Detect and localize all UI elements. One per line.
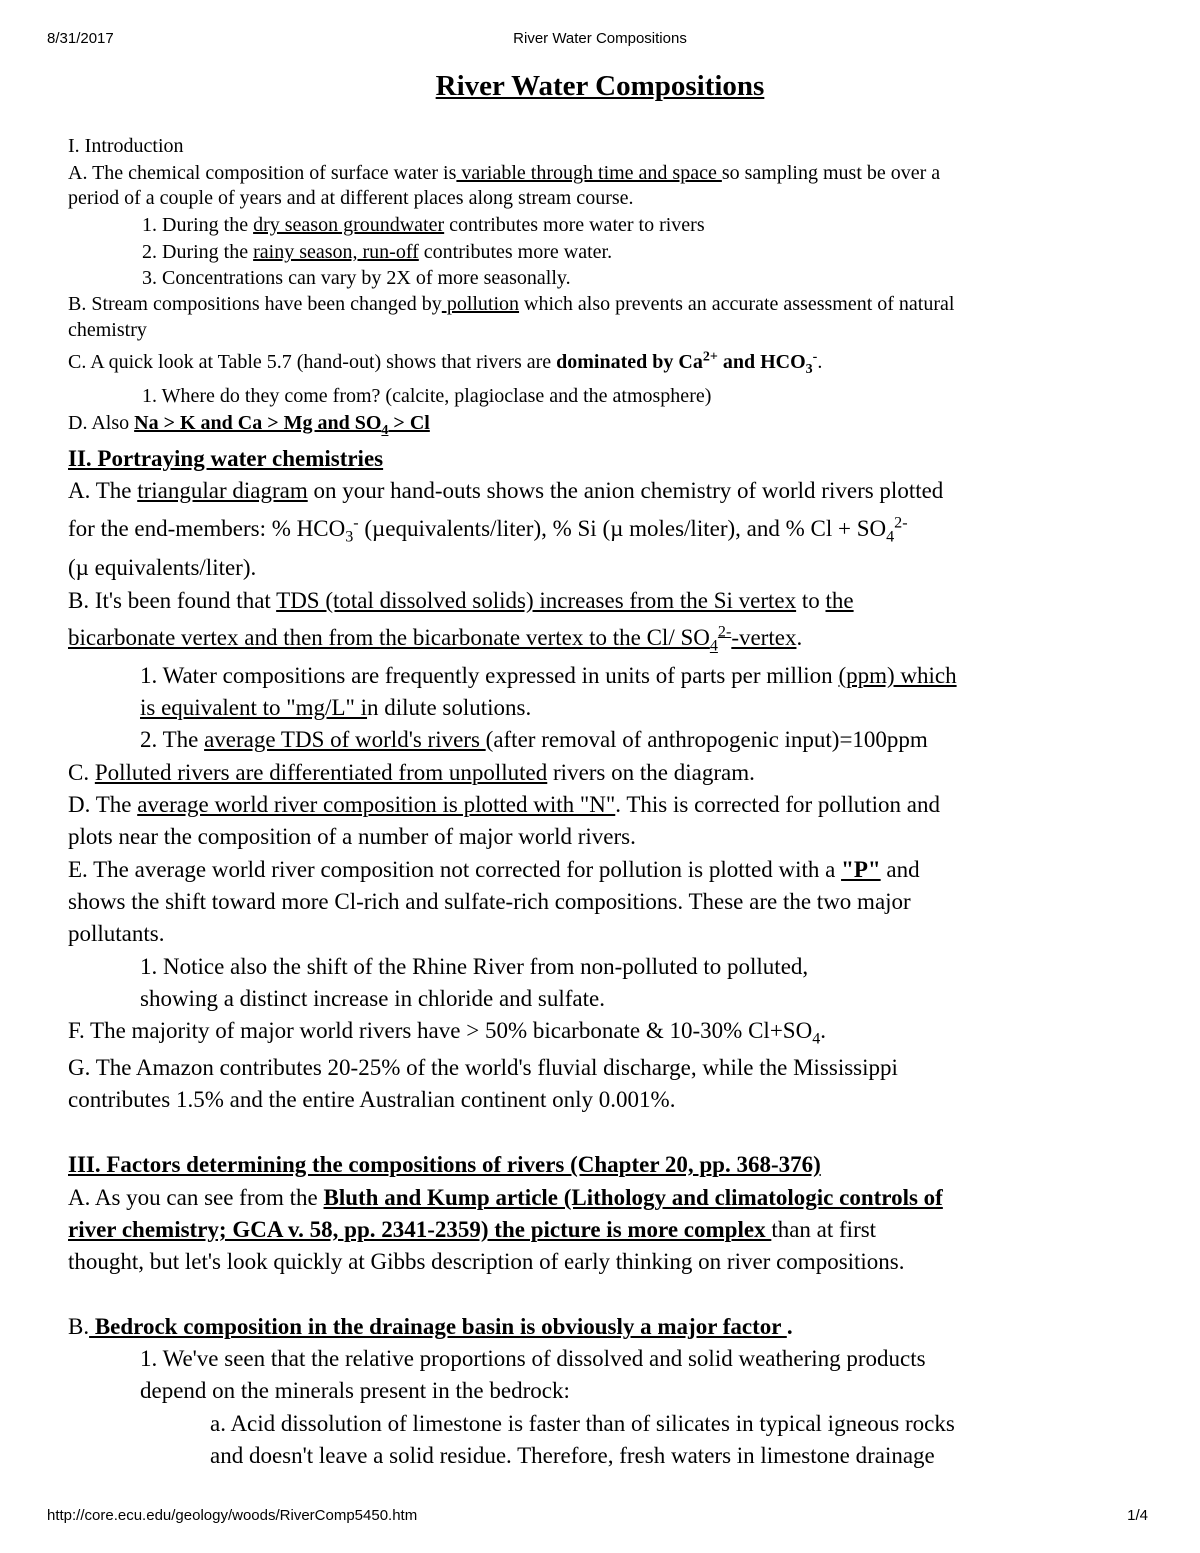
paragraph-2b: B. It's been found that TDS (total dissolved solids) increases from the Si vertex to the [68,588,854,613]
paragraph-2g: G. The Amazon contributes 20-25% of the world's fluvial discharge, while the Mississippi [68,1055,898,1080]
item-3b1-line2: depend on the minerals present in the bedrock: [140,1378,570,1403]
paragraph-1d: D. Also Na > K and Ca > Mg and $SO_4 > Cl$ [68,412,430,438]
item-3b1a-line2: and doesn't leave a solid residue. Therefore, fresh waters in limestone drainage [210,1443,935,1468]
paragraph-1b: B. Stream compositions have been changed by pollution which also prevents an accurate assessment of natural [68,293,955,315]
print-header-title: River Water Compositions [513,30,687,47]
paragraph-3b: B. Bedrock composition in the drainage basin is obviously a major factor . [68,1314,793,1339]
paragraph-2b-line2: bicarbonate vertex and then from the bicarbonate vertex to the Cl/ $SO_4^{2-}$-vertex. [68,623,803,655]
print-date: 8/31/2017 [47,30,114,47]
item-3b1a: a. Acid dissolution of limestone is faster than of silicates in typical igneous rocks [210,1411,955,1436]
paragraph-1a-line2: period of a couple of years and at different places along stream course. [68,187,634,209]
paragraph-2e: E. The average world river composition not corrected for pollution is plotted with a "P" and [68,857,920,882]
paragraph-1b-line2: chemistry [68,319,147,341]
paragraph-1a: A. The chemical composition of surface water is variable through time and space so sampling must be over a [68,162,941,184]
paragraph-2a: A. The triangular diagram on your hand-outs shows the anion chemistry of world rivers plotted [68,478,944,503]
paragraph-2d: D. The average world river composition is plotted with "N". This is corrected for pollution and [68,792,940,817]
paragraph-2a-line3: (µ equivalents/liter). [68,555,257,580]
section-2-heading: II. Portraying water chemistries [68,446,384,471]
item-1a3: 3. Concentrations can vary by 2X of more seasonally. [142,267,571,289]
paragraph-2c: C. Polluted rivers are differentiated from unpolluted rivers on the diagram. [68,760,755,785]
paragraph-2e-line3: pollutants. [68,921,165,946]
item-2b1: 1. Water compositions are frequently expressed in units of parts per million (ppm) which [140,663,957,688]
item-2b1-line2: is equivalent to "mg/L" in dilute solutions. [140,695,532,720]
paragraph-2a-line2: for the end-members: % $HCO_3^-$ (µequivalents/liter), % Si (µ moles/liter), and % $Cl + SO_4^{2-}$ [68,514,908,546]
item-1a1: 1. During the dry season groundwater contributes more water to rivers [142,214,705,236]
section-3-heading: III. Factors determining the compositions of rivers (Chapter 20, pp. 368-376) [68,1152,821,1177]
source-url: http://core.ecu.edu/geology/woods/RiverComp5450.htm [47,1507,418,1524]
paragraph-2d-line2: plots near the composition of a number of major world rivers. [68,824,636,849]
item-2b2: 2. The average TDS of world's rivers (after removal of anthropogenic input)=100ppm [140,727,928,752]
item-1a2: 2. During the rainy season, run-off contributes more water. [142,241,613,263]
paragraph-3a-line2: river chemistry; GCA v. 58, pp. 2341-2359) the picture is more complex than at first [68,1217,877,1242]
paragraph-2f: F. The majority of major world rivers have > 50% bicarbonate & 10-30% $Cl+SO_4$. [68,1018,826,1048]
paragraph-3a: A. As you can see from the Bluth and Kump article (Lithology and climatologic controls of [68,1185,943,1210]
item-2e1: 1. Notice also the shift of the Rhine River from non-polluted to polluted, [140,954,809,979]
page-number: 1/4 [1127,1507,1148,1524]
item-2e1-line2: showing a distinct increase in chloride and sulfate. [140,986,605,1011]
paragraph-2e-line2: shows the shift toward more Cl-rich and sulfate-rich compositions. These are the two major [68,889,911,914]
section-1-heading: I. Introduction [68,135,184,157]
paragraph-2g-line2: contributes 1.5% and the entire Australian continent only 0.001%. [68,1087,676,1112]
paragraph-1c: C. A quick look at Table 5.7 (hand-out) shows that rivers are dominated by $Ca^{2+}$ and $HCO_3^-$. [68,349,823,377]
paragraph-3a-line3: thought, but let's look quickly at Gibbs description of early thinking on river compositions. [68,1249,905,1274]
item-3b1: 1. We've seen that the relative proportions of dissolved and solid weathering products [140,1346,926,1371]
document-title: River Water Compositions [435,70,765,102]
item-1c1: 1. Where do they come from? (calcite, plagioclase and the atmosphere) [142,385,712,407]
